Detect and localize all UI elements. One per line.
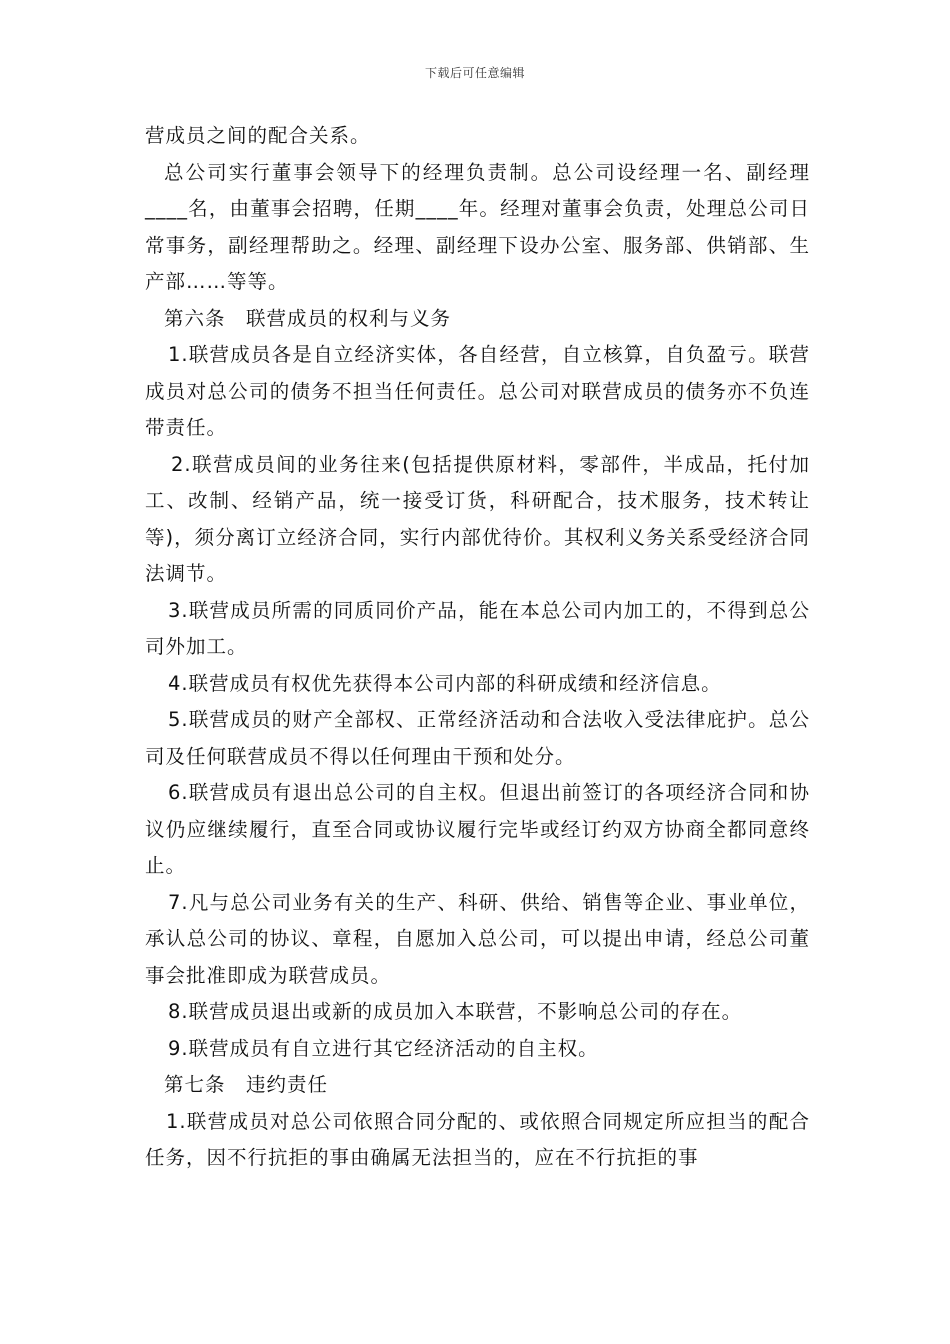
article-6-heading: 第六条 联营成员的权利与义务 <box>164 306 452 330</box>
article-6-item-9: 9.联营成员有自立进行其它经济活动的自主权。 <box>168 1036 599 1060</box>
article-6-item-6: 6.联营成员有退出总公司的自主权。但退出前签订的各项经济合同和协议仍应继续履行，直至合同或协议履行完毕或经订约双方协商全都同意终止。 <box>145 781 810 877</box>
article-6-item-7: 7.凡与总公司业务有关的生产、科研、供给、销售等企业、事业单位，承认总公司的协议、章程，自愿加入总公司，可以提出申请，经总公司董事会批准即成为联营成员。 <box>145 890 810 987</box>
article-7-item-1: 1.联营成员对总公司依照合同分配的、或依照合同规定所应担当的配合任务，因不行抗拒的事由确属无法担当的，应在不行抗拒的事 <box>145 1109 810 1169</box>
page-header: 下载后可任意编辑 <box>424 66 525 80</box>
article-7-heading: 第七条 违约责任 <box>164 1073 329 1096</box>
article-6-item-4: 4.联营成员有权优先获得本公司内部的科研成绩和经济信息。 <box>168 671 722 695</box>
article-6-item-1: 1.联营成员各是自立经济实体，各自经营，自立核算，自负盈亏。联营成员对总公司的债务不担当任何责任。总公司对联营成员的债务亦不负连带责任。 <box>145 343 810 439</box>
article-6-item-5: 5.联营成员的财产全部权、正常经济活动和合法收入受法律庇护。总公司及任何联营成员不得以任何理由干预和处分。 <box>145 708 810 768</box>
paragraph-continuation: 营成员之间的配合关系。 <box>145 124 371 147</box>
paragraph-management: 总公司实行董事会领导下的经理负责制。总公司设经理一名、副经理____名，由董事会招聘，任期____年。经理对董事会负责，处理总公司日常事务，副经理帮助之。经理、副经理下设办公室、服务部、供销部、生产部……等等。 <box>145 160 810 293</box>
article-6-item-8: 8.联营成员退出或新的成员加入本联营，不影响总公司的存在。 <box>168 1000 743 1023</box>
article-6-item-3: 3.联营成员所需的同质同价产品，能在本总公司内加工的，不得到总公司外加工。 <box>145 598 810 658</box>
document-body <box>145 118 810 1177</box>
article-6-item-2: 2.联营成员间的业务往来(包括提供原材料，零部件，半成品，托付加工、改制、经销产品，统一接受订货，科研配合，技术服务，技术转让等)，须分离订立经济合同，实行内部优待价。其权利义务关系受经济合同法调节。 <box>145 452 810 585</box>
